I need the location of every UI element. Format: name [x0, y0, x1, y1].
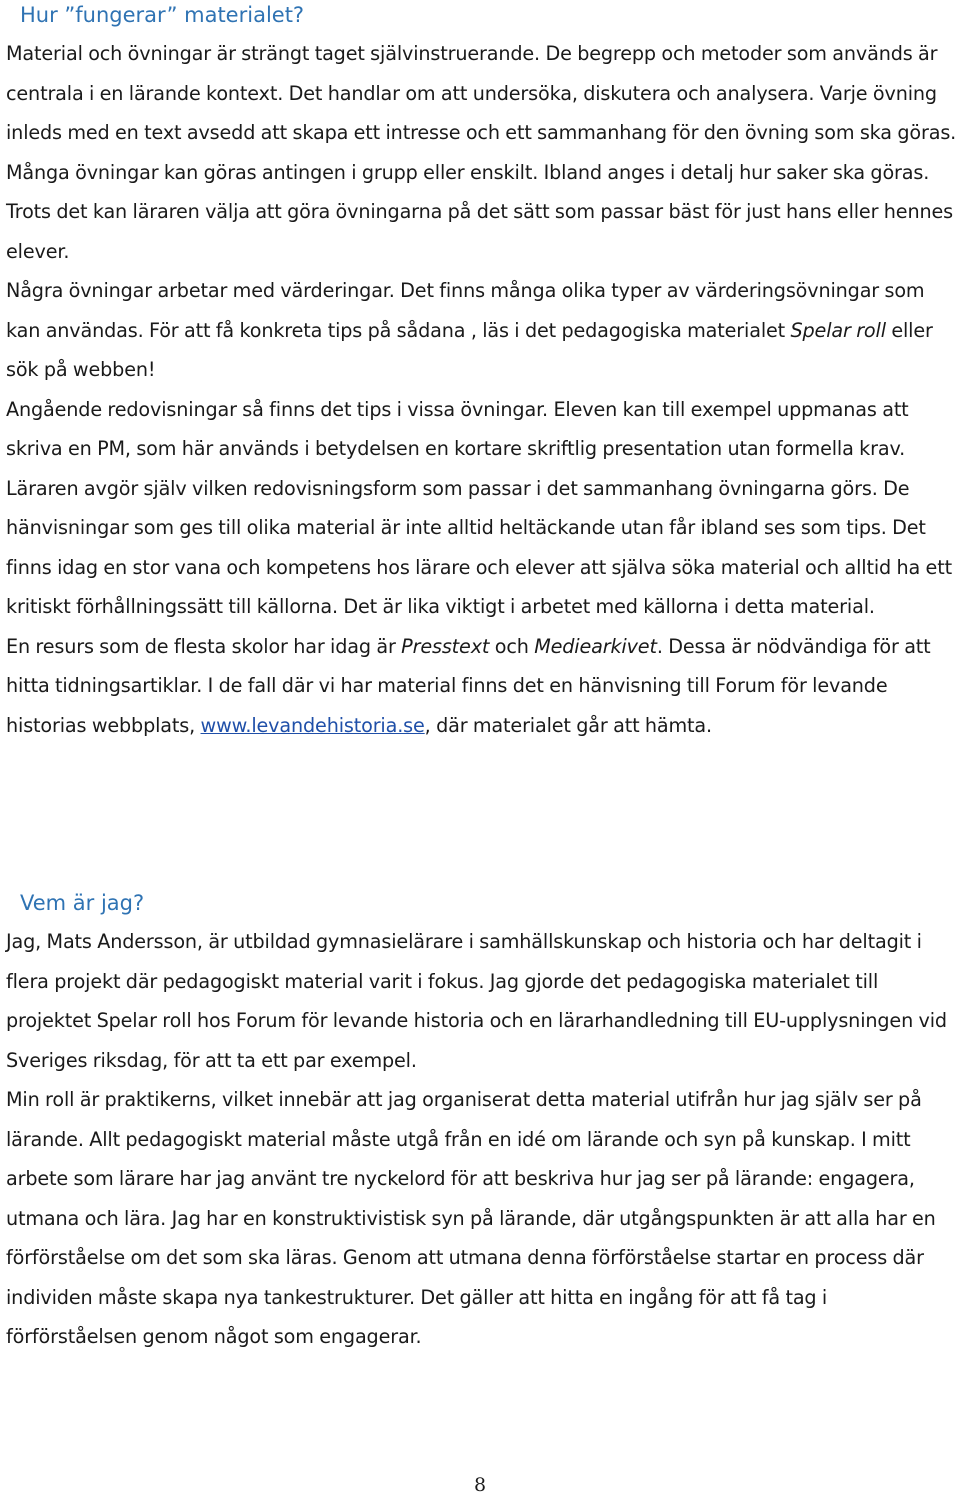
text-span: Några övningar arbetar med värderingar. Det finns många olika typer av värderingsövningar som kan användas. För att få konkreta tips på sådana , läs i det pedagogiska materialet	[6, 279, 925, 342]
section-heading-how-it-works: Hur ”fungerar” materialet?	[20, 3, 305, 27]
paragraph	[6, 627, 960, 746]
italic-title-spelar-roll: Spelar roll	[790, 318, 886, 342]
section-body-who-am-i	[6, 922, 960, 1357]
italic-title-mediearkivet: Mediearkivet	[534, 634, 657, 658]
paragraph: Många övningar kan göras antingen i grupp eller enskilt. Ibland anges i detalj hur saker ska göras. Trots det kan läraren välja att göra övningarna på det sätt som passar bäst för just hans eller hennes elever.	[6, 160, 953, 263]
section-heading-who-am-i: Vem är jag?	[20, 891, 145, 915]
italic-title-presstext: Presstext	[401, 634, 490, 658]
levandehistoria-link[interactable]: www.levandehistoria.se	[200, 713, 425, 737]
paragraph: Jag, Mats Andersson, är utbildad gymnasielärare i samhällskunskap och historia och har deltagit i flera projekt där pedagogiskt material varit i fokus. Jag gjorde det pedagogiska materialet till projektet Spelar roll hos Forum för levande historia och en lärarhandledning till EU-upplysningen vid Sveriges riksdag, för att ta ett par exempel.	[6, 930, 947, 1072]
text-span: En resurs som de flesta skolor har idag är	[6, 634, 402, 658]
paragraph: Min roll är praktikerns, vilket innebär att jag organiserat detta material utifrån hur jag själv ser på lärande. Allt pedagogiskt material måste utgå från en idé om lärande och syn på kunskap. I mitt arbete som lärare har jag använt tre nyckelord för att beskriva hur jag ser på lärande: engagera, utmana och lära. Jag har en konstruktivistisk syn på lärande, där utgångspunkten är att alla har en förförståelse om det som ska läras. Genom att utmana denna förförståelse startar en process där individen måste skapa nya tankestrukturer. Det gäller att hitta en ingång för att få tag i förförståelsen genom något som engagerar.	[6, 1088, 936, 1348]
text-span: och	[489, 634, 535, 658]
paragraph: Material och övningar är strängt taget självinstruerande. De begrepp och metoder som används är centrala i en lärande kontext. Det handlar om att undersöka, diskutera och analysera. Varje övning inleds med en text avsedd att skapa ett intresse och ett sammanhang för den övning som ska göras.	[6, 42, 957, 144]
paragraph: Angående redovisningar så finns det tips i vissa övningar. Eleven kan till exempel uppmanas att skriva en PM, som här används i betydelsen en kortare skriftlig presentation utan formella krav. Läraren avgör själv vilken redovisningsform som passar i det sammanhang övningarna görs. De hänvisningar som ges till olika material är inte alltid heltäckande utan får ibland ses som tips. Det finns idag en stor vana och kompetens hos lärare och elever att själva söka material och alltid ha ett kritiskt förhållningssätt till källorna. Det är lika viktigt i arbetet med källorna i detta material.	[6, 397, 952, 618]
page-number: 8	[473, 1474, 487, 1496]
text-span: . Dessa är nödvändiga för att hitta tidningsartiklar. I de fall där vi har material finns det en hänvisning till Forum för levande historias webbplats,	[6, 634, 931, 737]
text-span: , där materialet går att hämta.	[424, 713, 712, 737]
text-span: eller sök på webben!	[6, 318, 933, 381]
paragraph	[6, 271, 960, 390]
section-body-how-it-works	[6, 34, 960, 745]
